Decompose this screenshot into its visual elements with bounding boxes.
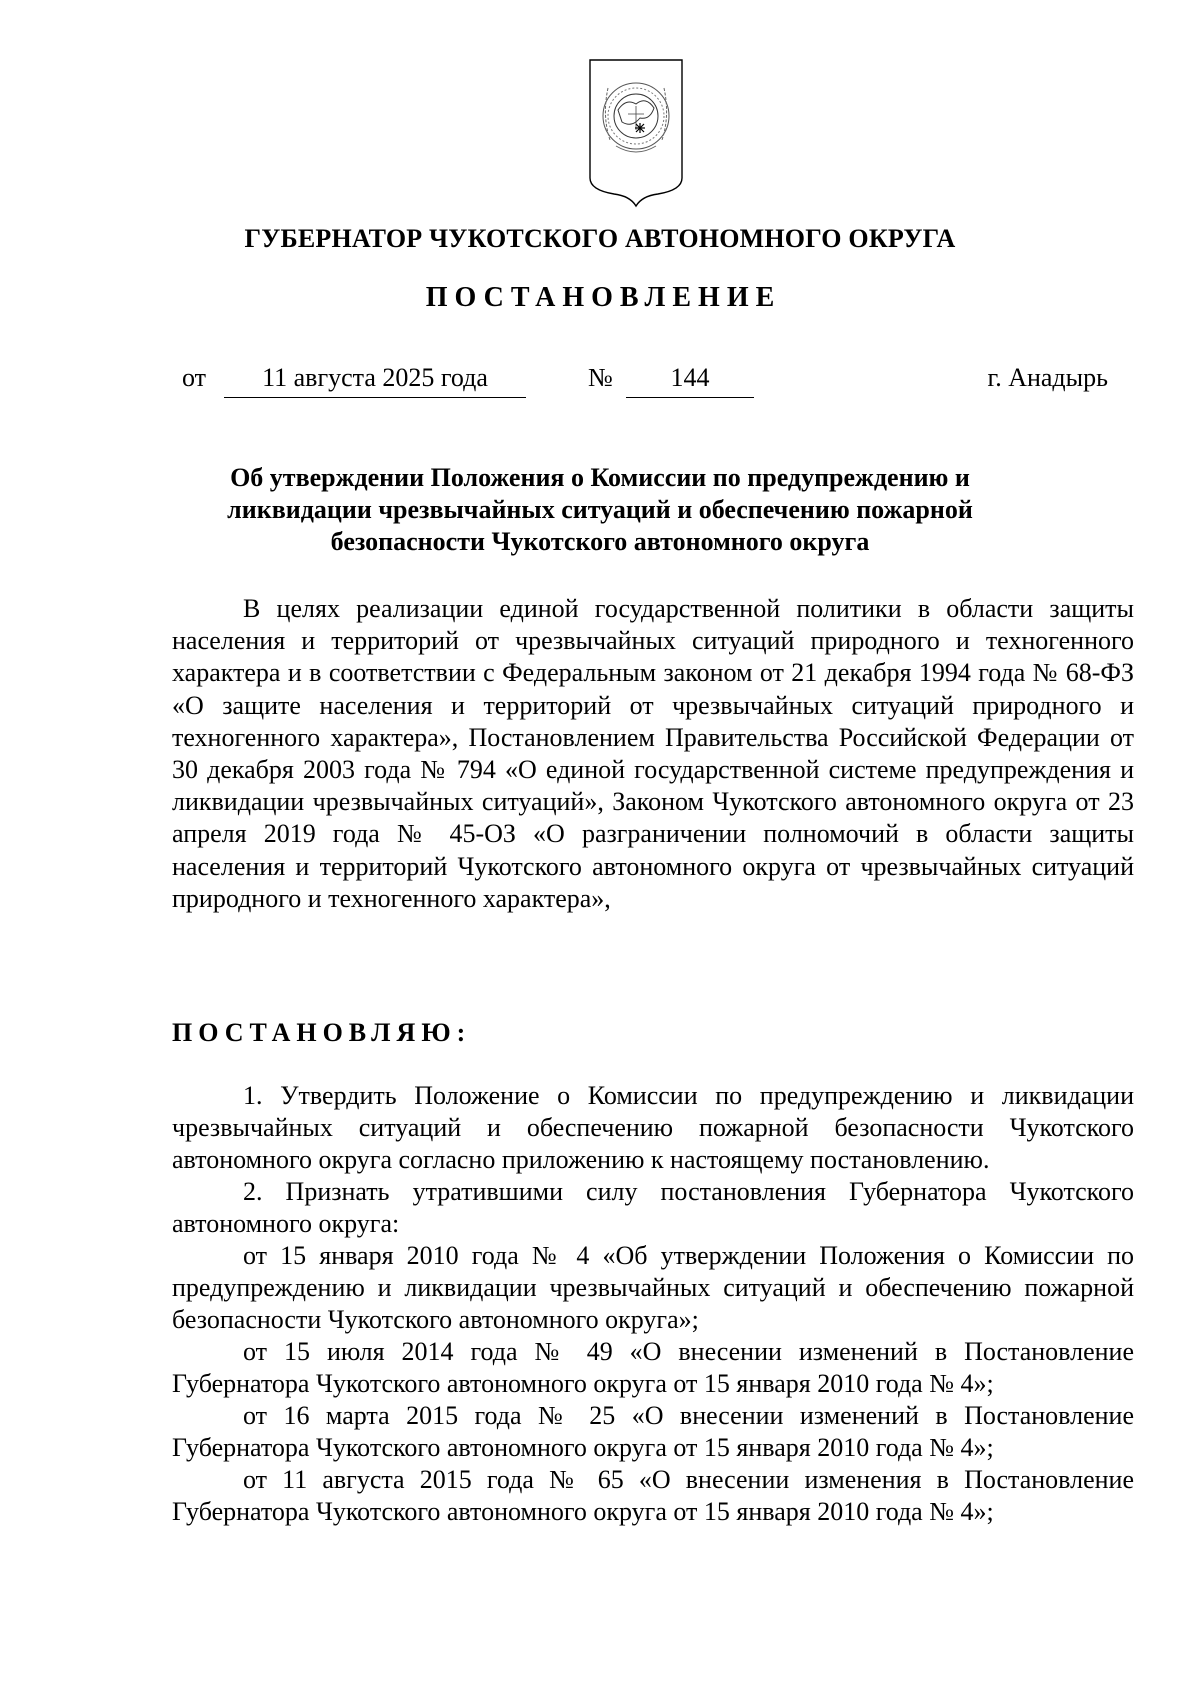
coat-of-arms-emblem: [588, 58, 684, 208]
annulled-decree-item: от 16 марта 2015 года № 25 «О внесении изменений в Постановление Губернатора Чукотского автономного округа от 15 января 2010 года № 4»;: [172, 1401, 1134, 1463]
document-type-heading: ПОСТАНОВЛЕНИЕ: [425, 282, 782, 313]
document-details-row: [0, 363, 1200, 403]
date-underline: [224, 397, 526, 398]
document-subject-title: Об утверждении Положения о Комиссии по предупреждению и ликвидации чрезвычайных ситуаций и обеспечению пожарной безопасности Чукотского автономного округа: [227, 463, 973, 556]
document-number: 144: [670, 363, 710, 392]
annulled-decree-item: от 15 июля 2014 года № 49 «О внесении изменений в Постановление Губернатора Чукотского автономного округа от 15 января 2010 года № 4»;: [172, 1337, 1134, 1399]
document-date: 11 августа 2025 года: [262, 363, 488, 392]
preamble-paragraph: В целях реализации единой государственной политики в области защиты населения и территорий от чрезвычайных ситуаций природного и техногенного характера и в соответствии с Федеральным законом от 21 декабря 1994 года № 68-ФЗ «О защите населения и территорий от чрезвычайных ситуаций природного и техногенного характера», Постановлением Правительства Российской Федерации от 30 декабря 2003 года № 794 «О единой государственной системе предупреждения и ликвидации чрезвычайных ситуаций», Законом Чукотского автономного округа от 23 апреля 2019 года № 45-ОЗ «О разграничении полномочий в области защиты населения и территорий Чукотского автономного округа от чрезвычайных ситуаций природного и техногенного характера»,: [172, 594, 1134, 913]
document-city: г. Анадырь: [987, 363, 1108, 392]
number-sign-label: №: [588, 363, 613, 392]
decree-item-2: 2. Признать утратившими силу постановления Губернатора Чукотского автономного округа:: [172, 1177, 1134, 1239]
date-prefix-label: от: [182, 363, 207, 392]
number-underline: [626, 397, 754, 398]
annulled-decree-item: от 11 августа 2015 года № 65 «О внесении изменения в Постановление Губернатора Чукотского автономного округа от 15 января 2010 года № 4»;: [172, 1465, 1134, 1527]
decree-item-1: 1. Утвердить Положение о Комиссии по предупреждению и ликвидации чрезвычайных ситуаций и обеспечению пожарной безопасности Чукотского автономного округа согласно приложению к настоящему постановлению.: [172, 1081, 1134, 1175]
issuing-authority-title: ГУБЕРНАТОР ЧУКОТСКОГО АВТОНОМНОГО ОКРУГА: [244, 224, 956, 253]
annulled-decree-item: от 15 января 2010 года № 4 «Об утверждении Положения о Комиссии по предупреждению и ликвидации чрезвычайных ситуаций и обеспечению пожарной безопасности Чукотского автономного округа»;: [172, 1241, 1134, 1335]
decree-heading: ПОСТАНОВЛЯЮ:: [172, 1018, 472, 1047]
